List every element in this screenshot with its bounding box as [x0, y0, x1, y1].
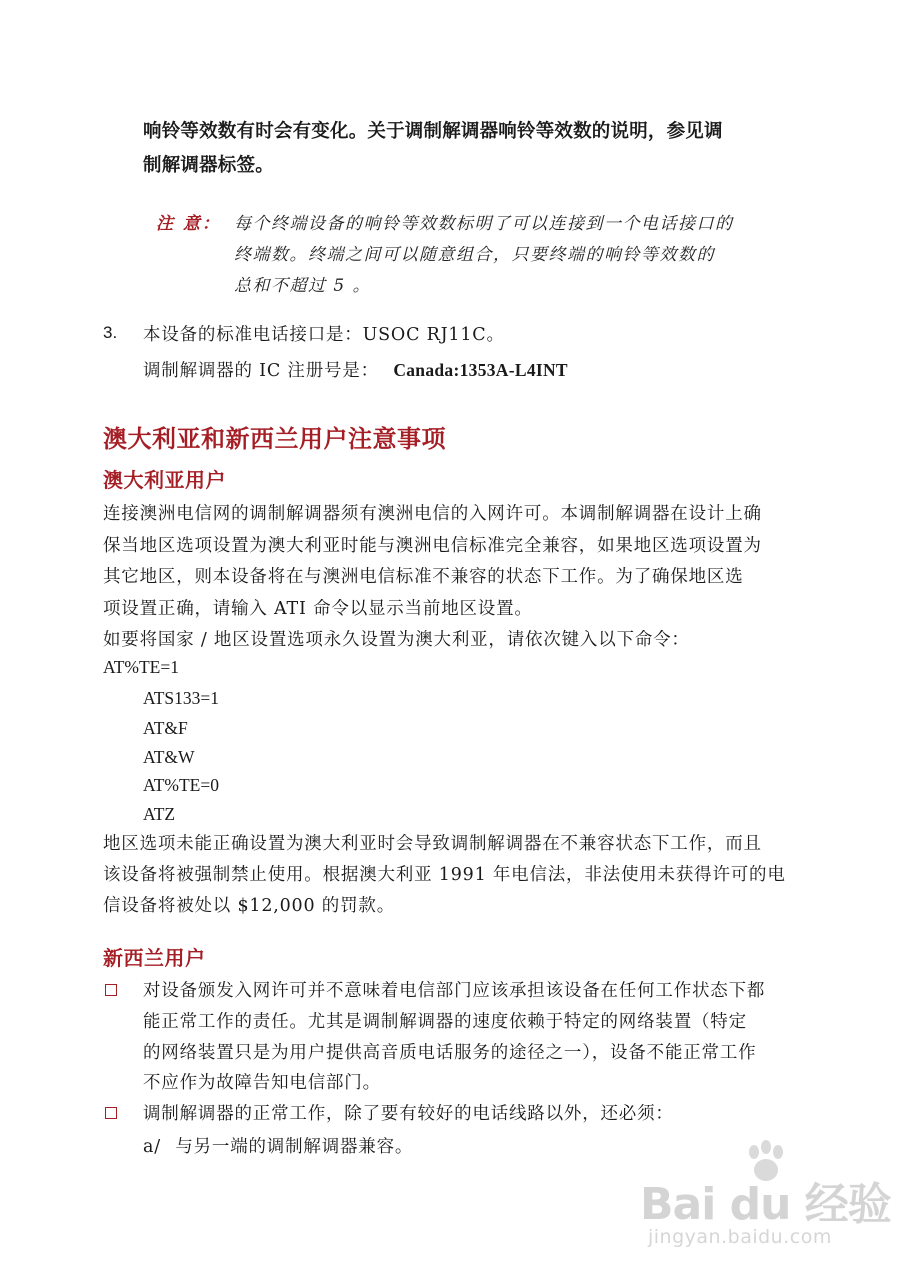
checkbox-bullet-icon: [105, 984, 117, 996]
australia-para2: 如要将国家 / 地区设置选项永久设置为澳大利亚，请依次键入以下命令：: [103, 630, 690, 650]
australia-para1-line4: 项设置正确，请输入 ATI 命令以显示当前地区设置。: [103, 599, 533, 619]
note-line-3: 总和不超过 5 。: [234, 276, 372, 296]
nz-bullet2: 调制解调器的正常工作，除了要有较好的电话线路以外，还必须：: [143, 1104, 674, 1124]
nz-bullet1-line1: 对设备颁发入网许可并不意味着电信部门应该承担该设备在任何工作状态下都: [143, 981, 766, 1001]
note-line-2: 终端数。终端之间可以随意组合，只要终端的响铃等效数的: [234, 245, 715, 265]
note-line-1: 每个终端设备的响铃等效数标明了可以连接到一个电话接口的: [234, 214, 734, 234]
intro-line-1: 响铃等效数有时会有变化。关于调制解调器响铃等效数的说明，参见调: [143, 121, 723, 142]
intro-line-2: 制解调器标签。: [143, 155, 274, 176]
section-title: 澳大利亚和新西兰用户注意事项: [103, 425, 446, 453]
nz-bullet1-line3: 的网络装置只是为用户提供高音质电话服务的途径之一），设备不能正常工作: [143, 1043, 757, 1063]
item-3-number: 3.: [103, 323, 118, 342]
newzealand-title: 新西兰用户: [103, 946, 206, 970]
ic-value: Canada:1353A-L4INT: [393, 360, 568, 380]
australia-title: 澳大利亚用户: [103, 468, 226, 492]
command-6: ATZ: [143, 804, 176, 824]
watermark-brand: Bai du 经验: [640, 1179, 891, 1230]
command-2: ATS133=1: [143, 688, 219, 708]
australia-para1-line3: 其它地区，则本设备将在与澳洲电信标准不兼容的状态下工作。为了确保地区选: [103, 567, 744, 587]
checkbox-bullet-icon: [105, 1107, 117, 1119]
command-4: AT&W: [143, 747, 195, 767]
australia-para3-line3: 信设备将被处以 $12,000 的罚款。: [103, 896, 395, 916]
nz-bullet1-line4: 不应作为故障告知电信部门。: [143, 1073, 381, 1093]
nz-bullet1-line2: 能正常工作的责任。尤其是调制解调器的速度依赖于特定的网络装置（特定: [143, 1012, 747, 1032]
nz-sub-a: [143, 1133, 413, 1158]
command-3: AT&F: [143, 718, 188, 738]
ic-prefix: 调制解调器的 IC 注册号是：: [143, 361, 379, 381]
nz-sub-a-label: a/: [143, 1137, 161, 1157]
australia-para3-line1: 地区选项未能正确设置为澳大利亚时会导致调制解调器在不兼容状态下工作，而且: [103, 834, 762, 854]
australia-para3-line2: 该设备将被强制禁止使用。根据澳大利亚 1991 年电信法，非法使用未获得许可的电: [103, 865, 786, 885]
command-5: AT%TE=0: [143, 775, 219, 795]
command-1: AT%TE=1: [103, 657, 179, 677]
baidu-watermark: [640, 1140, 891, 1270]
watermark-url: jingyan.baidu.com: [648, 1226, 832, 1248]
note-label: 注 意：: [156, 214, 221, 234]
item-3-text: 本设备的标准电话接口是：USOC RJ11C。: [143, 325, 505, 345]
nz-sub-a-text: 与另一端的调制解调器兼容。: [175, 1137, 414, 1157]
australia-para1-line2: 保当地区选项设置为澳大利亚时能与澳洲电信标准完全兼容，如果地区选项设置为: [103, 536, 762, 556]
ic-registration: [143, 357, 568, 382]
australia-para1-line1: 连接澳洲电信网的调制解调器须有澳洲电信的入网许可。本调制解调器在设计上确: [103, 504, 762, 524]
